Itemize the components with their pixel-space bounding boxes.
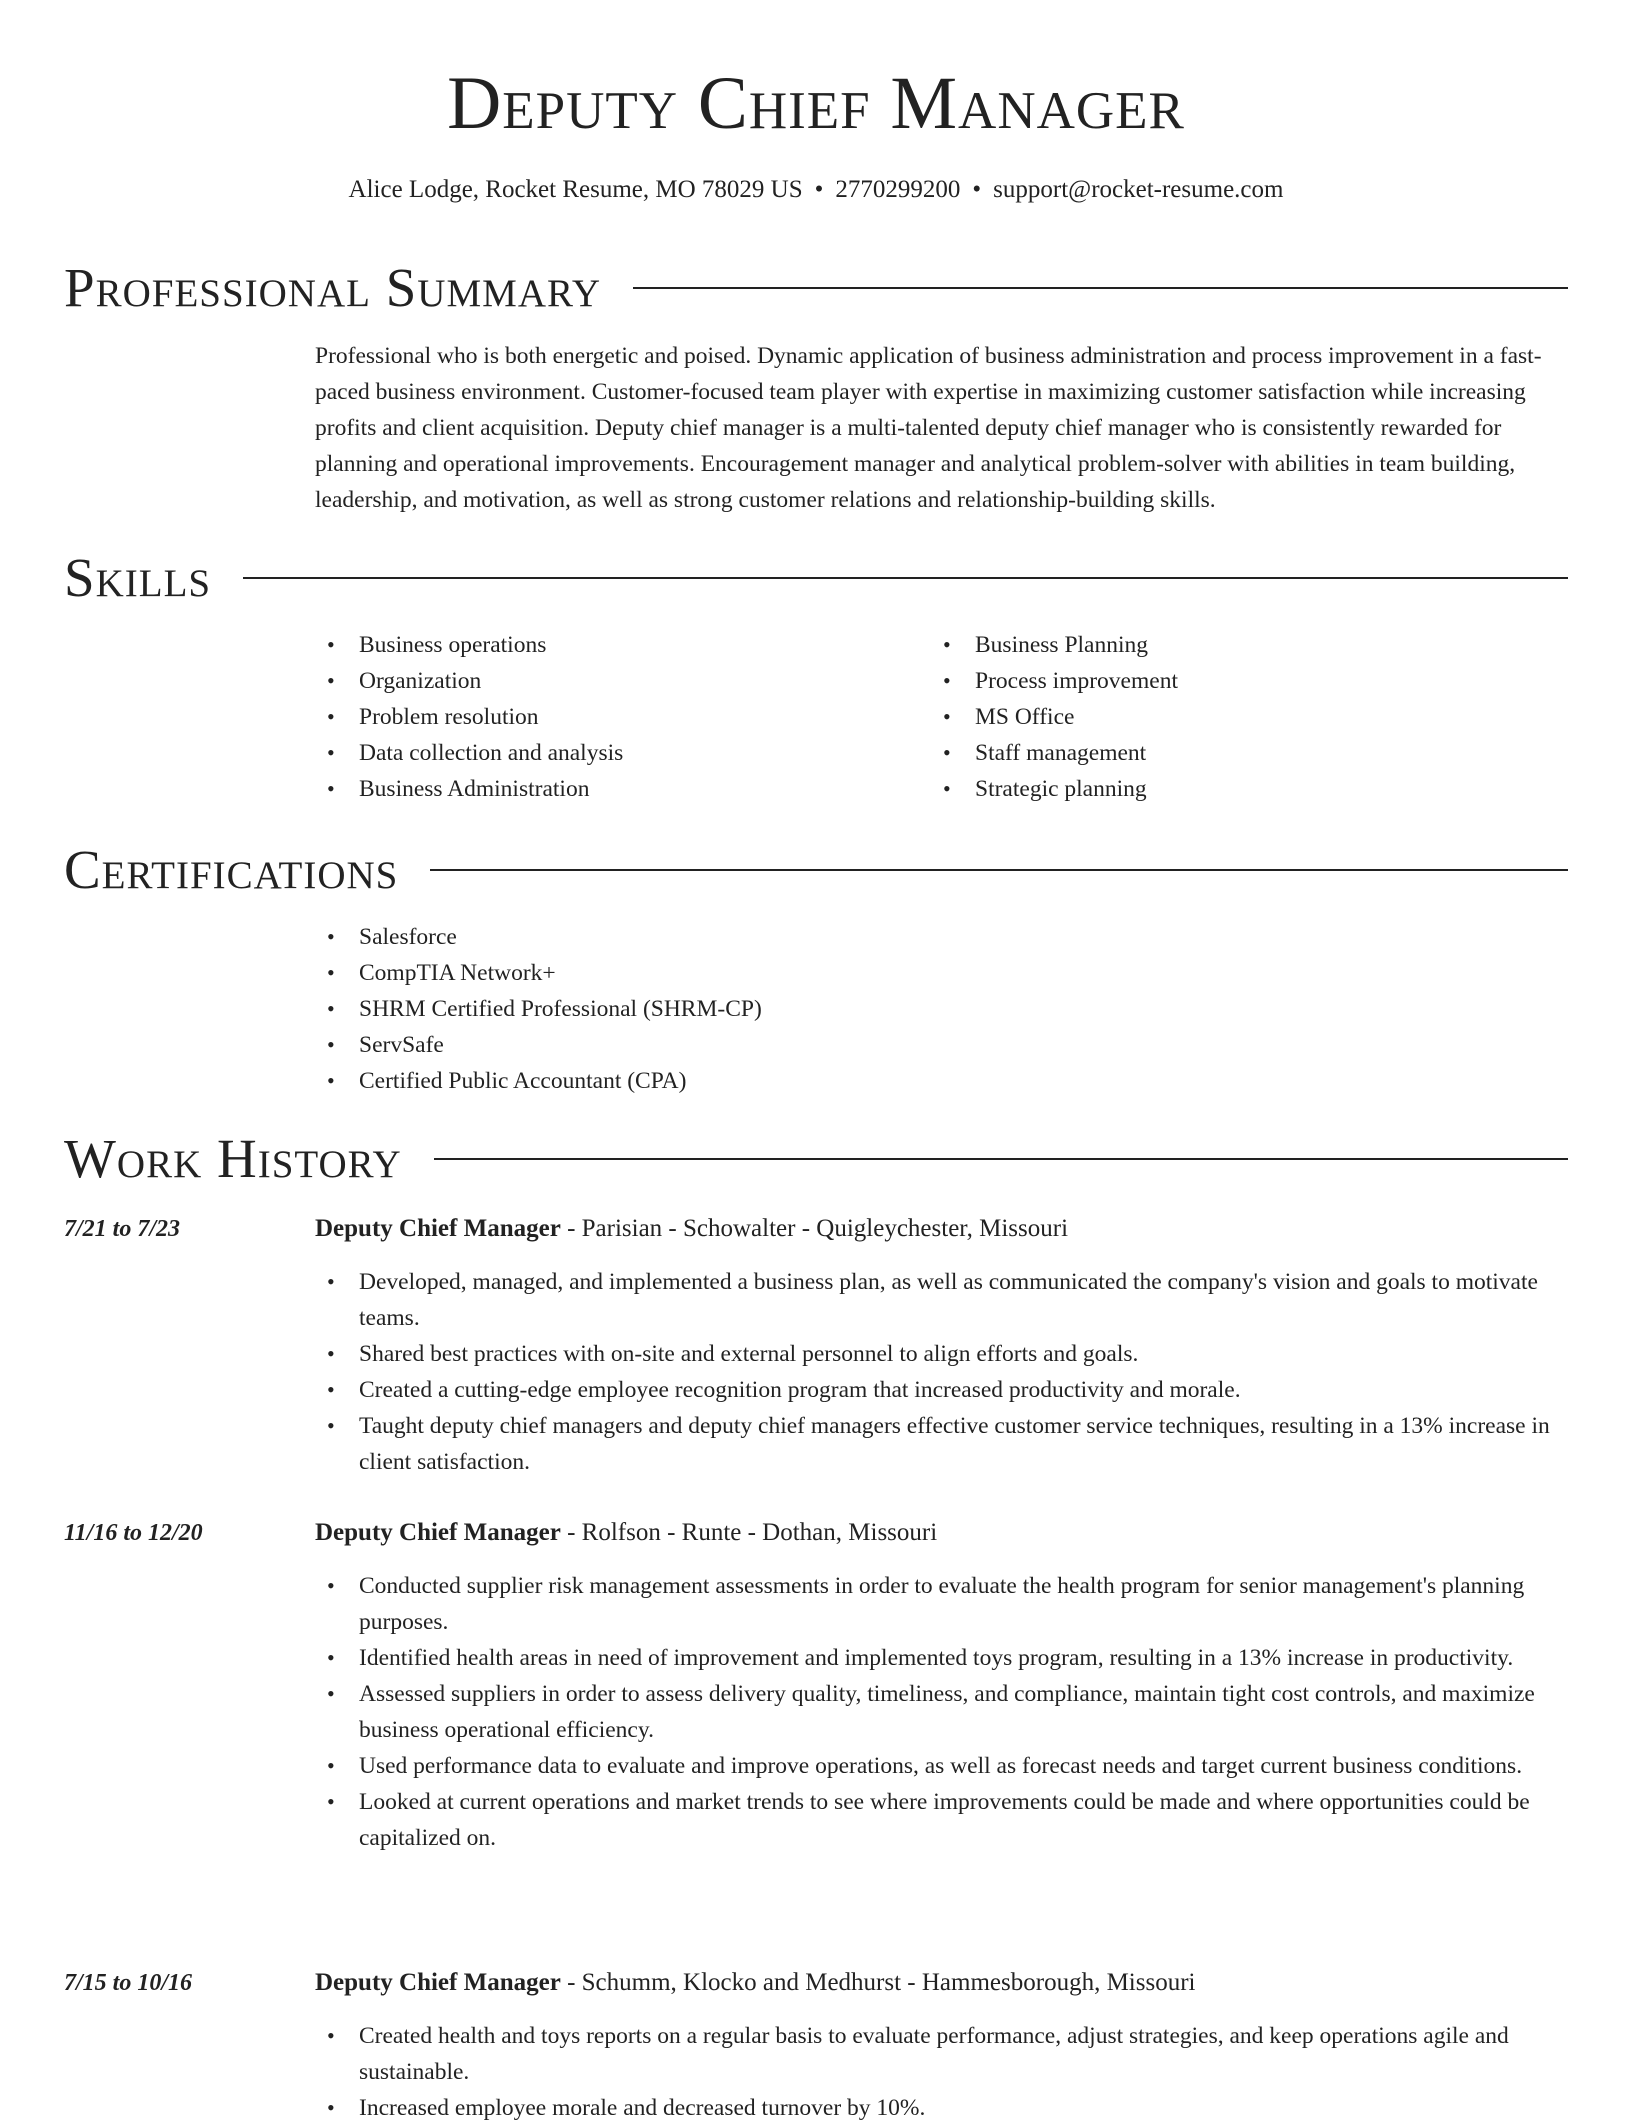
certifications-list: [315, 919, 1515, 1099]
job-company: - Parisian - Schowalter - Quigleychester, Missouri: [560, 1215, 1069, 1242]
job-bullets: [315, 2018, 1568, 2126]
contact-separator: •: [972, 176, 982, 203]
job-dates: 7/21 to 7/23: [64, 1216, 181, 1242]
skill-item: • Organization: [315, 663, 915, 699]
skill-item: • Data collection and analysis: [315, 735, 915, 771]
job-bullet: • Increased employee morale and decreased turnover by 10%.: [315, 2090, 1568, 2126]
job-bullet: • Developed, managed, and implemented a business plan, as well as communicated the company's vision and goals to motivate teams.: [315, 1264, 1568, 1336]
job-dates: 11/16 to 12/20: [64, 1520, 203, 1546]
skill-item: • Problem resolution: [315, 699, 915, 735]
job-title-line: [315, 1965, 1195, 2001]
section-divider: [633, 287, 1568, 289]
job-title-line: [315, 1211, 1068, 1247]
certifications-section-header: [64, 836, 1568, 904]
job-bullet: • Taught deputy chief managers and deputy chief managers effective customer service techniques, resulting in a 13% increase in client satisfaction.: [315, 1408, 1568, 1480]
contact-separator: •: [814, 176, 824, 203]
skill-item: • Business Planning: [931, 627, 1531, 663]
job-bullet: • Shared best practices with on-site and external personnel to align efforts and goals.: [315, 1336, 1568, 1372]
job-bullet: • Used performance data to evaluate and improve operations, as well as forecast needs and target current business conditions.: [315, 1748, 1568, 1784]
certification-item: • CompTIA Network+: [315, 955, 1515, 991]
skills-list-left: [315, 627, 915, 807]
certification-item: • Salesforce: [315, 919, 1515, 955]
skill-item: • Business operations: [315, 627, 915, 663]
job-bullet: • Conducted supplier risk management assessments in order to evaluate the health program for senior management's planning purposes.: [315, 1568, 1568, 1640]
skills-list-right: [931, 627, 1531, 807]
skills-section-header: [64, 544, 1568, 612]
job-dates: 7/15 to 10/16: [64, 1970, 193, 1996]
resume-name: Deputy Chief Manager: [447, 62, 1185, 145]
job-title: Deputy Chief Manager: [315, 1215, 561, 1242]
contact-address: Alice Lodge, Rocket Resume, MO 78029 US: [348, 176, 803, 203]
skill-item: • Process improvement: [931, 663, 1531, 699]
summary-heading: Professional Summary: [64, 257, 602, 318]
work-history-section-header: [64, 1125, 1568, 1193]
job-bullets: [315, 1264, 1568, 1480]
certification-item: • Certified Public Accountant (CPA): [315, 1063, 1515, 1099]
contact-phone: 2770299200: [835, 176, 961, 203]
skill-item: • Staff management: [931, 735, 1531, 771]
summary-section-header: [64, 254, 1568, 322]
job-company: - Rolfson - Runte - Dothan, Missouri: [560, 1519, 938, 1546]
job-company: - Schumm, Klocko and Medhurst - Hammesborough, Missouri: [560, 1969, 1196, 1996]
skill-item: • Strategic planning: [931, 771, 1531, 807]
job-title: Deputy Chief Manager: [315, 1969, 561, 1996]
job-bullet: • Identified health areas in need of improvement and implemented toys program, resulting in a 13% increase in productivity.: [315, 1640, 1568, 1676]
skill-item: • MS Office: [931, 699, 1531, 735]
skill-item: • Business Administration: [315, 771, 915, 807]
work-history-heading: Work History: [64, 1128, 402, 1189]
certifications-heading: Certifications: [64, 839, 399, 900]
summary-text: Professional who is both energetic and poised. Dynamic application of business administration and process improvement in a fast-paced business environment. Customer-focused team player with expertise in maximizing customer satisfaction while increasing profits and client acquisition. Deputy chief manager is a multi-talented deputy chief manager who is consistently rewarded for planning and operational improvements. Encouragement manager and analytical problem-solver with abilities in team building, leadership, and motivation, as well as strong customer relations and relationship-building skills.: [315, 343, 1542, 513]
certification-item: • SHRM Certified Professional (SHRM-CP): [315, 991, 1515, 1027]
section-divider: [434, 1158, 1568, 1160]
job-bullet: • Created a cutting-edge employee recognition program that increased productivity and morale.: [315, 1372, 1568, 1408]
job-bullets: [315, 1568, 1568, 1856]
job-bullet: • Assessed suppliers in order to assess delivery quality, timeliness, and compliance, maintain tight cost controls, and maximize business operational efficiency.: [315, 1676, 1568, 1748]
job-title: Deputy Chief Manager: [315, 1519, 561, 1546]
section-divider: [243, 577, 1568, 579]
certification-item: • ServSafe: [315, 1027, 1515, 1063]
skills-heading: Skills: [64, 547, 212, 608]
contact-email: support@rocket-resume.com: [993, 176, 1284, 203]
job-title-line: [315, 1515, 937, 1551]
job-bullet: • Looked at current operations and market trends to see where improvements could be made and where opportunities could be capitalized on.: [315, 1784, 1568, 1856]
section-divider: [430, 869, 1568, 871]
job-bullet: • Created health and toys reports on a regular basis to evaluate performance, adjust strategies, and keep operations agile and sustainable.: [315, 2018, 1568, 2090]
contact-line: [0, 174, 1632, 206]
